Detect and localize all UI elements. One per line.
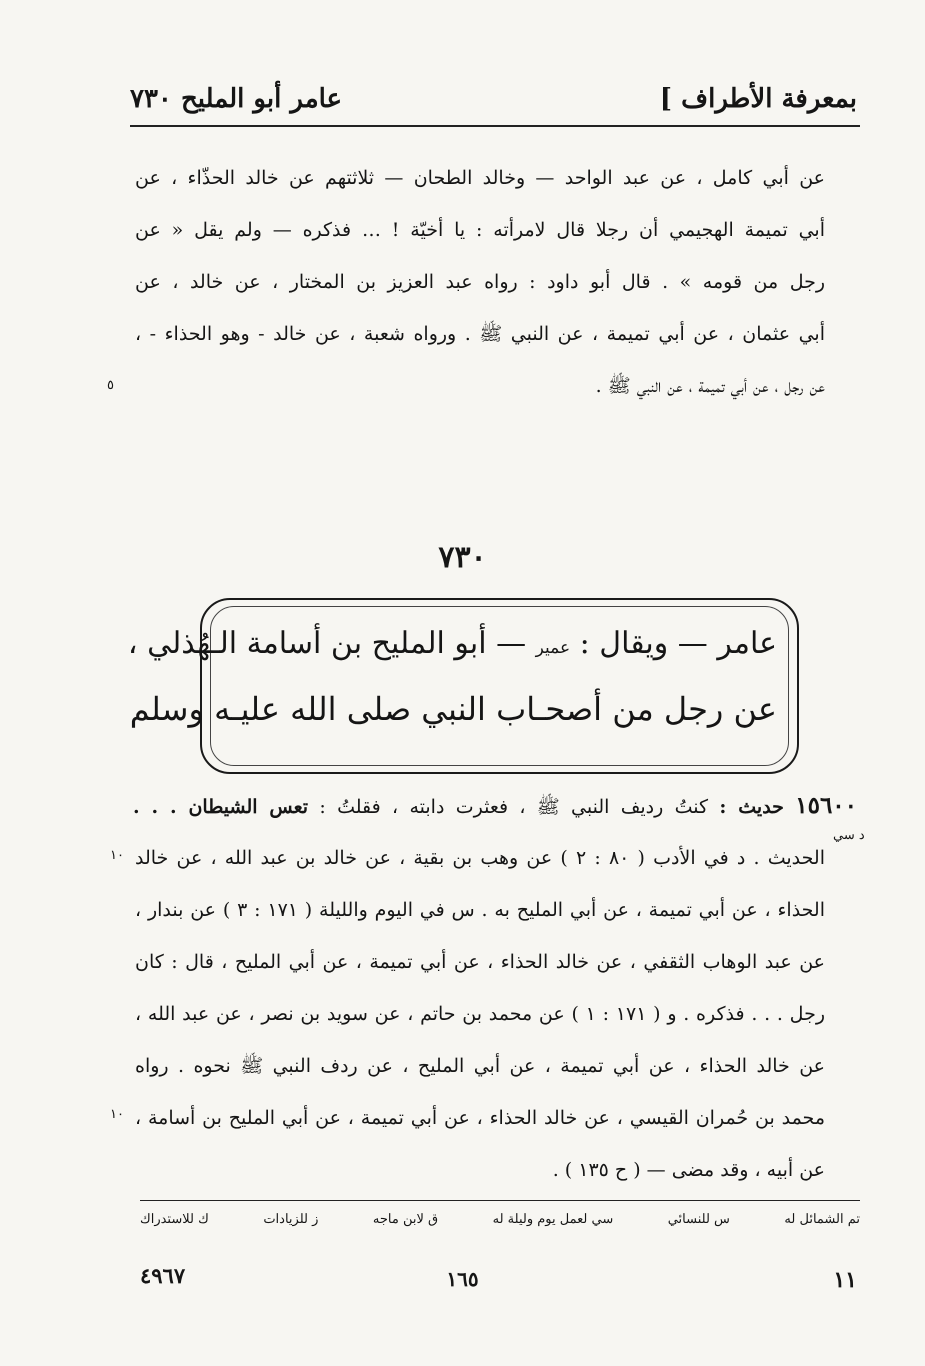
narrator-box	[127, 598, 799, 774]
source-line: رجل . . . فذكره . و ( ١٧١ : ١ ) عن محمد بن حاتم ، عن سويد بن نصر ، عن عبد الله ،	[135, 1003, 825, 1025]
legend-item: تم الشمائل له	[784, 1212, 860, 1227]
narrator-alt-name: عمير	[535, 638, 571, 658]
legend-item: ك للاستدراك	[140, 1212, 209, 1227]
narrator-name	[127, 626, 777, 661]
source-line: عن خالد الحذاء ، عن أبي تميمة ، عن أبي المليح ، عن ردف النبي ﷺ نحوه . رواه	[135, 1055, 825, 1077]
source-line: عن عبد الوهاب الثقفي ، عن خالد الحذاء ، عن أبي تميمة ، عن أبي المليح ، قال : كان	[135, 951, 825, 973]
source-line: الحذاء ، عن أبي تميمة ، عن أبي المليح به . س في اليوم والليلة ( ١٧١ : ٣ ) عن بندار ،	[135, 899, 825, 921]
volume-number: ١١	[833, 1267, 857, 1293]
legend-item: ز للزيادات	[263, 1212, 319, 1227]
hadith-sources	[135, 832, 825, 1196]
line-number-margin: ١٠	[110, 848, 124, 863]
legend-item: ق لابن ماجه	[372, 1212, 439, 1227]
text-line: عن رجل ، عن أبي تميمة ، عن النبي ﷺ .	[595, 375, 825, 397]
hadith-entry	[133, 780, 857, 832]
side-note-symbols: د سي	[833, 828, 865, 843]
hadith-label: حديث :	[719, 796, 784, 818]
line-number-margin: ٥	[107, 378, 114, 393]
legend-item: سي لعمل يوم وليلة له	[492, 1212, 614, 1227]
footer-left-number: ٤٩٦٧	[140, 1263, 186, 1288]
running-header-left: عامر أبو المليح ٧٣٠	[130, 84, 343, 114]
narrator-description: عن رجل من أصحـاب النبي صلى الله عليـه وسلم	[129, 690, 777, 728]
narrator-name-a: عامر — ويقال :	[579, 626, 777, 661]
continued-text	[135, 152, 825, 412]
line-number-margin: ١٠	[110, 1107, 124, 1122]
text-line: رجل من قومه » . قال أبو داود : رواه عبد العزيز بن المختار ، عن خالد ، عن	[135, 271, 825, 293]
page-number: ١٦٥	[446, 1267, 479, 1291]
text-line: أبي عثمان ، عن أبي تميمة ، عن النبي ﷺ . ورواه شعبة ، عن خالد - وهو الحذاء - ،	[135, 323, 825, 345]
entry-number: ٧٣٠	[438, 540, 487, 575]
hadith-text: كنتُ رديف النبي ﷺ ، فعثرت دابته ، فقلتُ :	[319, 796, 709, 818]
hadith-first-line	[133, 780, 857, 832]
source-line: محمد بن حُمران القيسي ، عن خالد الحذاء ، عن أبي تميمة ، عن أبي المليح بن أسامة ،	[135, 1107, 825, 1129]
source-line: الحديث . د في الأدب ( ٨٠ : ٢ ) عن وهب بن بقية ، عن خالد بن عبد الله ، عن خالد	[135, 847, 825, 869]
header-rule	[130, 125, 860, 127]
hadith-number: ١٥٦٠٠	[795, 792, 858, 819]
text-line: أبي تميمة الهجيمي أن رجلا قال لامرأته : يا أخيّة ! … فذكره — ولم يقل « عن	[135, 219, 825, 241]
legend-item: س للنسائي	[667, 1212, 730, 1227]
running-header-right: بمعرفة الأطراف ]	[659, 84, 857, 114]
footnote-rule	[140, 1200, 860, 1201]
hadith-text-bold: تعس الشيطان . . .	[133, 796, 309, 818]
source-line: عن أبيه ، وقد مضى — ( ح ١٣٥ ) .	[552, 1159, 825, 1181]
narrator-name-b: — أبو المليح بن أسامة الـهُذلي ،	[127, 626, 527, 661]
text-line: عن أبي كامل ، عن عبد الواحد — وخالد الطحان — ثلاثتهم عن خالد الحذّاء ، عن	[135, 167, 825, 189]
abbreviation-legend	[140, 1212, 860, 1227]
